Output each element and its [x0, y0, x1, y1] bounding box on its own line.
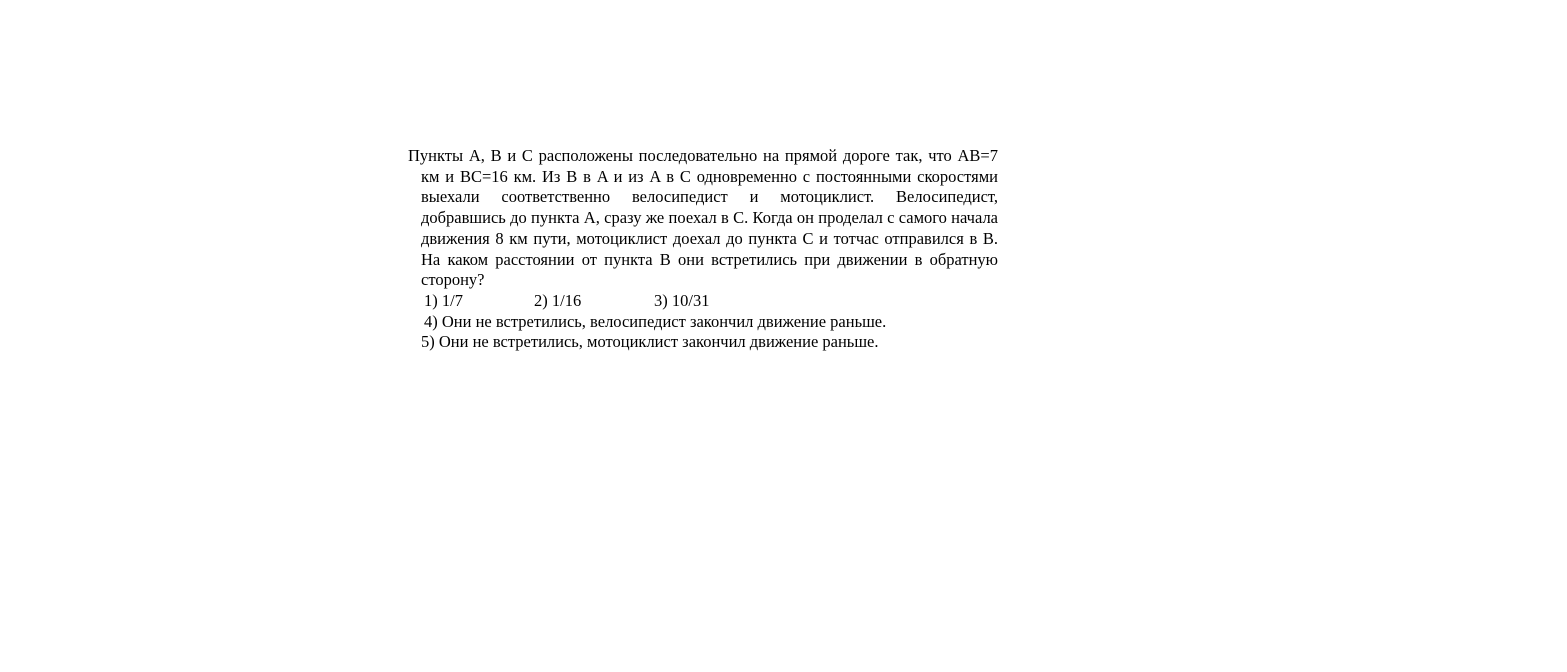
option-5: 5) Они не встретились, мотоциклист закончил движение раньше.: [421, 332, 879, 352]
problem-statement: Пункты A, B и C расположены последовательно на прямой дороге так, что AB=7 км и BC=16 км. Из B в A и из A в C одновременно с постоянными скоростями выехали соответственно велосипедист и мотоциклист. Велосипедист, добравшись до пункта A, сразу же поехал в C. Когда он проделал с самого начала движения 8 км пути, мотоциклист доехал до пункта C и тотчас отправился в B. На каком расстоянии от пункта B они встретились при движении в обратную сторону?: [408, 146, 998, 290]
option-3: 3) 10/31: [654, 290, 710, 310]
options-row: [408, 291, 998, 312]
problem-block: [408, 146, 998, 353]
option-4: 4) Они не встретились, велосипедист закончил движение раньше.: [424, 311, 887, 331]
option-2: 2) 1/16: [534, 290, 582, 310]
option-1: 1) 1/7: [424, 290, 463, 310]
